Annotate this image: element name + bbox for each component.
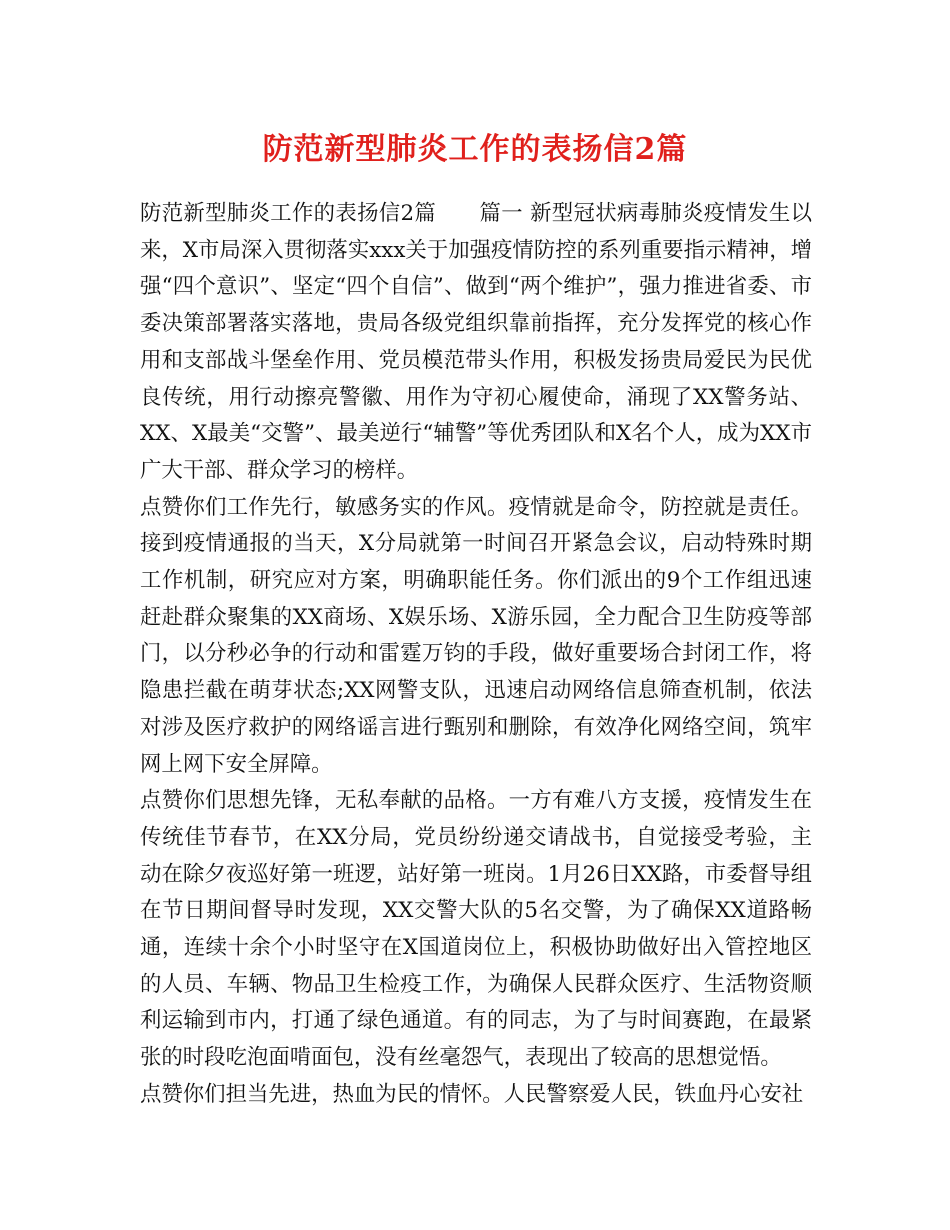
document-body [140,196,812,1114]
paragraph-work-style: 点赞你们工作先行，敏感务实的作风。疫情就是命令，防控就是责任。接到疫情通报的当天，X分局就第一时间召开紧急会议，启动特殊时期工作机制，研究应对方案，明确职能任务。你们派出的9个工作组迅速赶赴群众聚集的XX商场、X娱乐场、X游乐园，全力配合卫生防疫等部门，以分秒必争的行动和雷霆万钧的手段，做好重要场合封闭工作，将隐患拦截在萌芽状态;XX网警支队，迅速启动网络信息筛查机制，依法对涉及医疗救护的网络谣言进行甄别和删除，有效净化网络空间，筑牢网上网下安全屏障。 [140,494,812,777]
paragraph-dedication: 点赞你们思想先锋，无私奉献的品格。一方有难八方支援，疫情发生在传统佳节春节，在XX分局，党员纷纷递交请战书，自觉接受考验，主动在除夕夜巡好第一班逻，站好第一班岗。1月26日XX路，市委督导组在节日期间督导时发现，XX交警大队的5名交警，为了确保XX道路畅通，连续十余个小时坚守在X国道岗位上，积极协助做好出入管控地区的人员、车辆、物品卫生检疫工作，为确保人民群众医疗、生活物资顺利运输到市内，打通了绿色通道。有的同志，为了与时间赛跑，在最紧张的时段吃泡面啃面包，没有丝毫怨气，表现出了较高的思想觉悟。 [140,788,812,1071]
paragraph-intro: 防范新型肺炎工作的表扬信2篇 篇一 新型冠状病毒肺炎疫情发生以来，X市局深入贯彻落实xxx关于加强疫情防控的系列重要指示精神，增强“四个意识”、坚定“四个自信”、做到“两个维护”，强力推进省委、市委决策部署落实落地，贵局各级党组织靠前指挥，充分发挥党的核心作用和支部战斗堡垒作用、党员模范带头作用，积极发扬贵局爱民为民优良传统，用行动擦亮警徽、用作为守初心履使命，涌现了XX警务站、XX、X最美“交警”、最美逆行“辅警”等优秀团队和X名个人，成为XX市广大干部、群众学习的榜样。 [140,201,812,483]
document-title: 防范新型肺炎工作的表扬信2篇 [262,132,688,167]
paragraph-responsibility: 点赞你们担当先进，热血为民的情怀。人民警察爱人民，铁血丹心安社 [140,1081,804,1107]
